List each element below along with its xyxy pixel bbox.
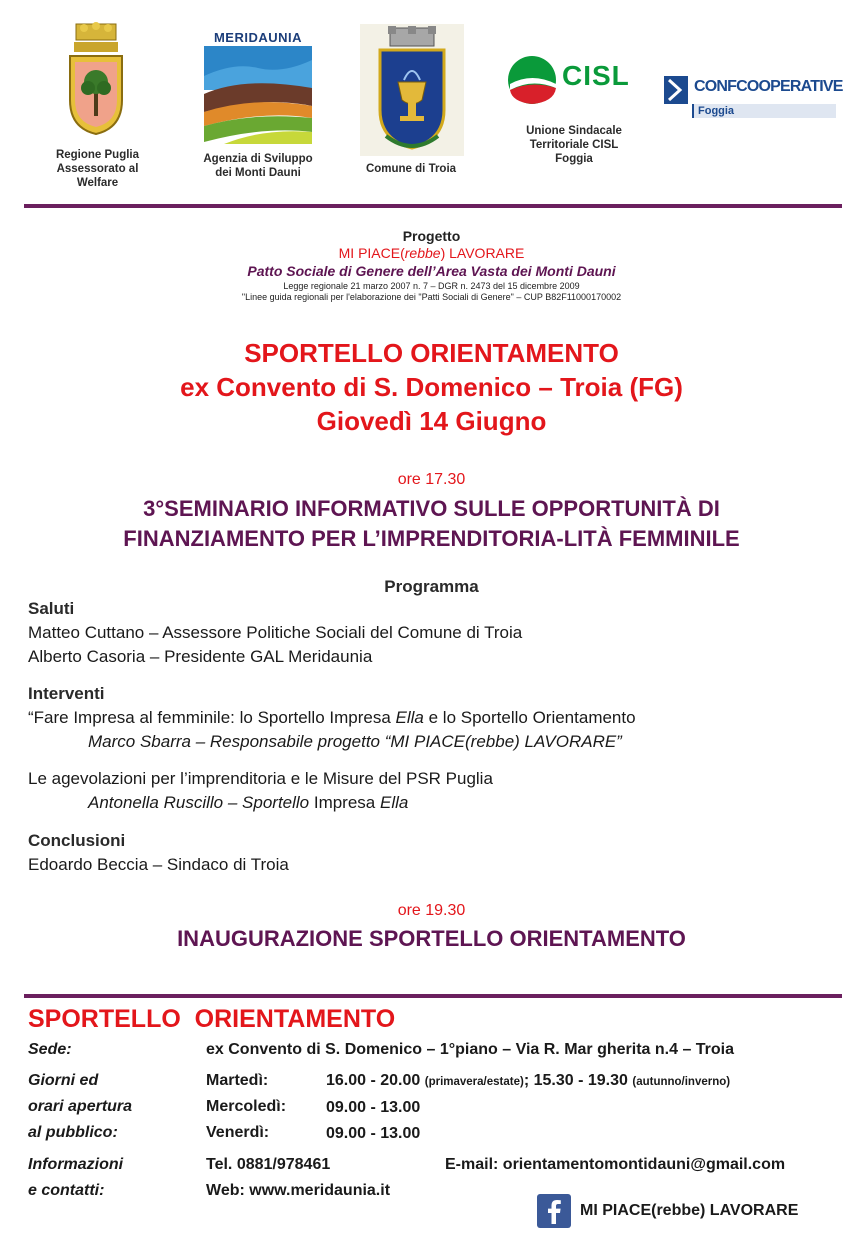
hours-martedi-note-b: (autunno/inverno) xyxy=(632,1076,731,1088)
event-title-block xyxy=(0,336,863,438)
conclusioni-section xyxy=(28,829,289,877)
intervento-2-section xyxy=(28,767,493,815)
progetto-block xyxy=(0,228,863,303)
intervento-2-sp-c: Ella xyxy=(379,793,409,812)
troia-crest-icon xyxy=(360,24,464,156)
inaugurazione-title: INAUGURAZIONE SPORTELLO ORIENTAMENTO xyxy=(177,926,686,951)
event-title-1: SPORTELLO ORIENTAMENTO xyxy=(244,338,619,368)
conclusioni-line-1: Edoardo Beccia – Sindaco di Troia xyxy=(28,855,289,874)
hours-martedi-b: 15.30 - 19.30 xyxy=(533,1072,628,1089)
web-link[interactable]: Web: www.meridaunia.it xyxy=(206,1182,391,1199)
giorni-label xyxy=(28,1068,132,1146)
email-link[interactable]: E-mail: orientamentomontidauni@gmail.com xyxy=(445,1156,786,1173)
intervento-1-a: “Fare Impresa al femminile: lo Sportello Impresa xyxy=(28,708,396,727)
day-martedi: Martedì: xyxy=(206,1072,269,1089)
interventi-heading: Interventi xyxy=(28,684,105,703)
logo-confcooperative xyxy=(664,74,843,124)
intervento-2: Le agevolazioni per l’imprenditoria e le Misure del PSR Puglia xyxy=(28,769,493,788)
intervento-2-sp-a: Antonella Ruscillo – Sportello xyxy=(88,793,310,812)
intervento-1-speaker: Marco Sbarra – Responsabile progetto “MI PIACE(rebbe) LAVORARE” xyxy=(88,732,622,751)
tel-value: Tel. 0881/978461 xyxy=(206,1156,331,1173)
seminar-title-2: FINANZIAMENTO PER L’IMPRENDITORIA-LITÀ FEMMINILE xyxy=(123,526,740,551)
interventi-section xyxy=(28,682,636,754)
bottom-divider xyxy=(24,994,842,998)
days-column xyxy=(206,1068,286,1146)
progetto-label: Progetto xyxy=(402,228,461,244)
meridaunia-caption-1: Agenzia di Sviluppo xyxy=(203,153,313,165)
day-mercoledi: Mercoledì: xyxy=(206,1098,287,1115)
giorni-label-2: orari apertura xyxy=(28,1098,133,1115)
puglia-caption-3: Welfare xyxy=(76,177,119,189)
logo-meridaunia xyxy=(188,28,328,188)
event-time: ore 17.30 xyxy=(397,471,466,488)
day-venerdi: Venerdì: xyxy=(206,1124,270,1141)
puglia-crest-icon xyxy=(64,20,128,138)
inaugurazione-time: ore 19.30 xyxy=(397,902,466,919)
meridaunia-brand: MERIDAUNIA xyxy=(213,30,303,45)
cisl-caption-2: Territoriale CISL xyxy=(529,139,619,151)
event-title-3: Giovedì 14 Giugno xyxy=(316,406,547,436)
saluti-line-2: Alberto Casoria – Presidente GAL Meridaunia xyxy=(28,647,373,666)
cisl-caption-1: Unione Sindacale xyxy=(526,125,622,137)
logo-comune-troia xyxy=(352,24,470,184)
cisl-caption-3: Foggia xyxy=(555,153,593,165)
puglia-caption-1: Regione Puglia xyxy=(55,149,140,161)
saluti-section xyxy=(28,597,522,669)
progetto-name xyxy=(0,245,863,262)
sede-label: Sede: xyxy=(28,1041,72,1058)
progetto-subtitle: Patto Sociale di Genere dell’Area Vasta dei Monti Dauni xyxy=(247,263,616,279)
footer-title: SPORTELLO ORIENTAMENTO xyxy=(28,1005,396,1033)
info-label-2: e contatti: xyxy=(28,1182,105,1199)
hours-martedi-a: 16.00 - 20.00 xyxy=(326,1072,421,1089)
progetto-law-1: Legge regionale 21 marzo 2007 n. 7 – DGR n. 2473 del 15 dicembre 2009 xyxy=(283,281,580,291)
info-label xyxy=(28,1152,123,1204)
intervento-1-b: Ella xyxy=(395,708,424,727)
info-label-1: Informazioni xyxy=(28,1156,124,1173)
seminar-title xyxy=(0,494,863,554)
hours-mercoledi: 09.00 - 13.00 xyxy=(326,1099,421,1116)
progetto-name-italic: rebbe xyxy=(404,245,441,261)
progetto-name-1: MI PIACE( xyxy=(338,245,405,261)
cisl-logo-icon xyxy=(506,54,558,106)
event-title-2: ex Convento di S. Domenico – Troia (FG) xyxy=(180,372,683,402)
intervento-1 xyxy=(28,706,636,730)
conclusioni-heading: Conclusioni xyxy=(28,831,126,850)
facebook-icon xyxy=(537,1194,571,1228)
confcooperative-mark-icon xyxy=(664,76,688,104)
troia-caption: Comune di Troia xyxy=(365,163,457,175)
intervento-1-c: e lo Sportello Orientamento xyxy=(423,708,636,727)
confcooperative-brand: CONFCOOPERATIVE xyxy=(694,78,843,95)
hours-column xyxy=(326,1068,730,1147)
hours-venerdi: 09.00 - 13.00 xyxy=(326,1125,421,1142)
facebook-label: MI PIACE(rebbe) LAVORARE xyxy=(580,1202,799,1219)
hours-martedi-note-a: (primavera/estate) xyxy=(424,1076,524,1088)
progetto-name-2: ) LAVORARE xyxy=(440,245,525,261)
top-divider xyxy=(24,204,842,208)
saluti-heading: Saluti xyxy=(28,599,75,618)
intervento-2-speaker xyxy=(28,791,493,815)
progetto-law-2: "Linee guida regionali per l'elaborazione dei "Patti Sociali di Genere" – CUP B82F11000170002 xyxy=(241,292,622,302)
programma-title: Programma xyxy=(384,577,479,596)
meridaunia-landscape-icon xyxy=(204,46,312,144)
giorni-label-1: Giorni ed xyxy=(28,1072,99,1089)
confcooperative-sub: Foggia xyxy=(698,105,735,117)
seminar-title-1: 3°SEMINARIO INFORMATIVO SULLE OPPORTUNITÀ DI xyxy=(143,496,720,521)
facebook-badge[interactable] xyxy=(537,1194,837,1230)
intervento-2-sp-b: Impresa xyxy=(309,793,380,812)
logo-regione-puglia xyxy=(40,20,155,190)
giorni-label-3: al pubblico: xyxy=(28,1124,118,1141)
contacts-column xyxy=(206,1152,390,1204)
cisl-brand: CISL xyxy=(562,60,630,91)
puglia-caption-2: Assessorato al xyxy=(56,163,139,175)
logo-cisl xyxy=(500,50,648,170)
sede-value: ex Convento di S. Domenico – 1°piano – Via R. Mar gherita n.4 – Troia xyxy=(206,1041,735,1058)
meridaunia-caption-2: dei Monti Dauni xyxy=(215,167,301,179)
hours-martedi xyxy=(326,1068,730,1095)
saluti-line-1: Matteo Cuttano – Assessore Politiche Sociali del Comune di Troia xyxy=(28,623,523,642)
hours-sep: ; xyxy=(523,1072,530,1089)
